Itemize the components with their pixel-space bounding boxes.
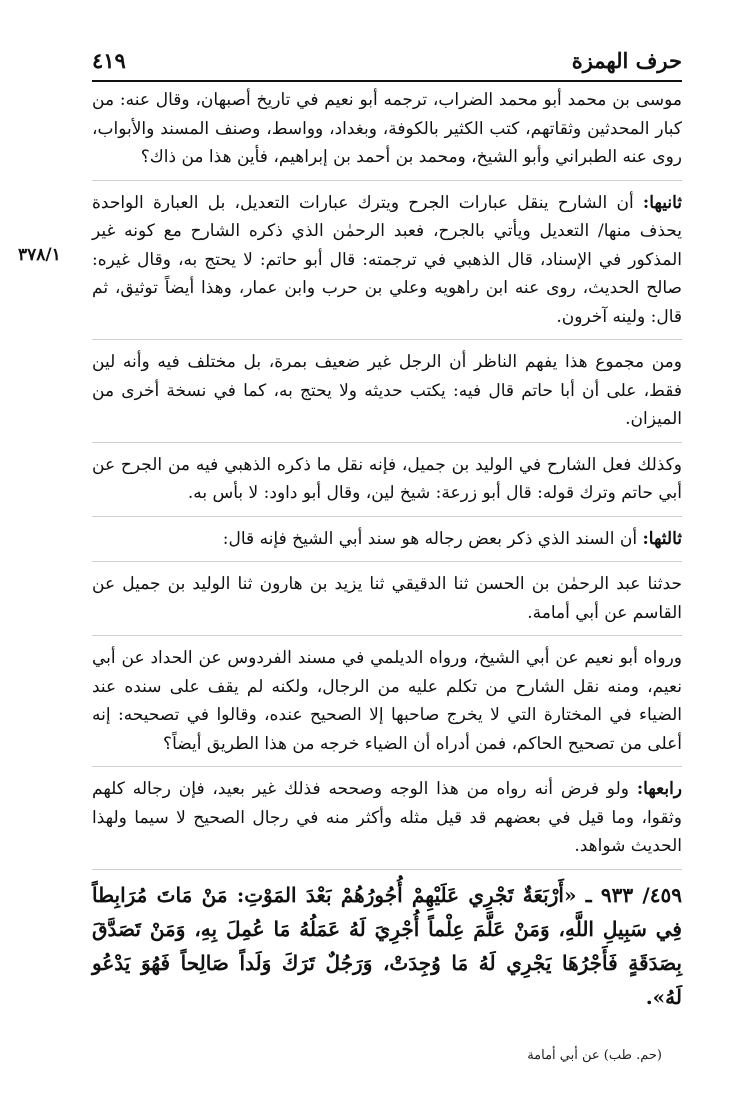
paragraph-text: حدثنا عبد الرحمٰن بن الحسن ثنا الدقيقي ثنا يزيد بن هارون ثنا الوليد بن جميل عن القاسم عن أبي أمامة. [92, 574, 682, 623]
paragraph-separator [92, 339, 682, 340]
chapter-title: حرف الهمزة [571, 48, 682, 73]
paragraph-separator [92, 635, 682, 636]
paragraph-text: ومن مجموع هذا يفهم الناظر أن الرجل غير ضعيف بمرة، بل مختلف فيه وأنه لين فقط، على أن أبا حاتم قال فيه: يكتب حديثه ولا يحتج به، كما في نسخة أخرى من الميزان. [92, 352, 682, 429]
paragraph-separator [92, 561, 682, 562]
paragraph [92, 525, 682, 554]
hadith-text [92, 878, 682, 1014]
paragraph [92, 644, 682, 758]
paragraph-separator [92, 516, 682, 517]
paragraph [92, 570, 682, 627]
paragraph-text: أن الشارح ينقل عبارات الجرح ويترك عبارات التعديل، بل العبارة الواحدة يحذف منها/ التعديل ويأتي بالجرح، فعبد الرحمٰن الذي ذكره الشارح مع كونه غير المذكور في الإسناد، قال الذهبي في ترجمته: قال أبو حاتم: لا يحتج به، وقال غيره: صالح الحديث، روى عنه ابن راهويه وعلي بن حرب وابن عمار، وهذا أيضاً توثيق، ثم قال: ولينه آخرون. [92, 192, 682, 327]
hadith-source: (حم. طب) عن أبي أمامة [527, 1048, 662, 1063]
hadith-number: ٤٥٩/ ٩٣٣ ـ [585, 882, 682, 907]
margin-reference: ٣٧٨/١ [18, 245, 61, 265]
paragraph [92, 775, 682, 861]
paragraph-separator [92, 869, 682, 870]
page-number: ٤١٩ [92, 48, 126, 73]
paragraph-separator [92, 180, 682, 181]
paragraph-lead: ثانيها: [642, 192, 682, 213]
paragraph [92, 189, 682, 332]
paragraph-text: وكذلك فعل الشارح في الوليد بن جميل، فإنه نقل ما ذكره الذهبي فيه من الجرح عن أبي حاتم وترك قوله: قال أبو زرعة: شيخ لين، وقال أبو داود: لا بأس به. [92, 454, 682, 503]
paragraph-lead: ثالثها: [642, 528, 682, 549]
text-column [92, 86, 682, 1034]
paragraph-separator [92, 442, 682, 443]
hadith-body: «أَرْبَعَةٌ تَجْرِي عَلَيْهِمْ أُجُورُهُمْ بَعْدَ المَوْتِ: مَنْ مَاتَ مُرَابِطاً فِي سَبِيلِ اللَّهِ، وَمَنْ عَلَّمَ عِلْماً أُجْرِيَ لَهُ عَمَلُهُ مَا عُمِلَ بِهِ، وَمَنْ تَصَدَّقَ بِصَدَقَةٍ فَأَجْرُهَا يَجْرِي لَهُ مَا وُجِدَتْ، وَرَجُلٌ تَرَكَ وَلَداً صَالِحاً فَهُوَ يَدْعُو لَهُ». [92, 882, 682, 1009]
paragraph [92, 86, 682, 172]
paragraph-text: أن السند الذي ذكر بعض رجاله هو سند أبي الشيخ فإنه قال: [222, 528, 643, 549]
paragraph-separator [92, 766, 682, 767]
page-header [92, 46, 682, 80]
header-rule [92, 80, 682, 82]
paragraph-text: ولو فرض أنه رواه من هذا الوجه وصححه فذلك غير بعيد، فإن رجاله كلهم وثقوا، وما قيل في بعضهم قد قيل مثله وأكثر منه في رجال الصحيح لا سيما ولهذا الحديث شواهد. [92, 779, 682, 856]
paragraph [92, 451, 682, 508]
paragraph-text: موسى بن محمد أبو محمد الضراب، ترجمه أبو نعيم في تاريخ أصبهان، وقال عنه: من كبار المحدثين وثقاتهم، كتب الكثير بالكوفة، وبغداد، وواسط، وصنف المسند والأبواب، روى عنه الطبراني وأبو الشيخ، ومحمد بن أحمد بن إبراهيم، فأين هذا من ذاك؟ [92, 90, 682, 167]
paragraph [92, 348, 682, 434]
paragraph-lead: رابعها: [636, 779, 682, 799]
paragraph-text: ورواه أبو نعيم عن أبي الشيخ، ورواه الديلمي في مسند الفردوس عن الحداد عن أبي نعيم، ومنه نقل الشارح من تكلم عليه من الرجال، ولكنه لم يقف على سنده عند الضياء في المختارة التي لا يخرج صاحبها إلا الصحيح عنده، وقالوا في تصحيحه: إنه أعلى من تصحيح الحاكم، فمن أدراه أن الضياء خرجه من هذا الطريق أيضاً؟ [92, 648, 682, 754]
